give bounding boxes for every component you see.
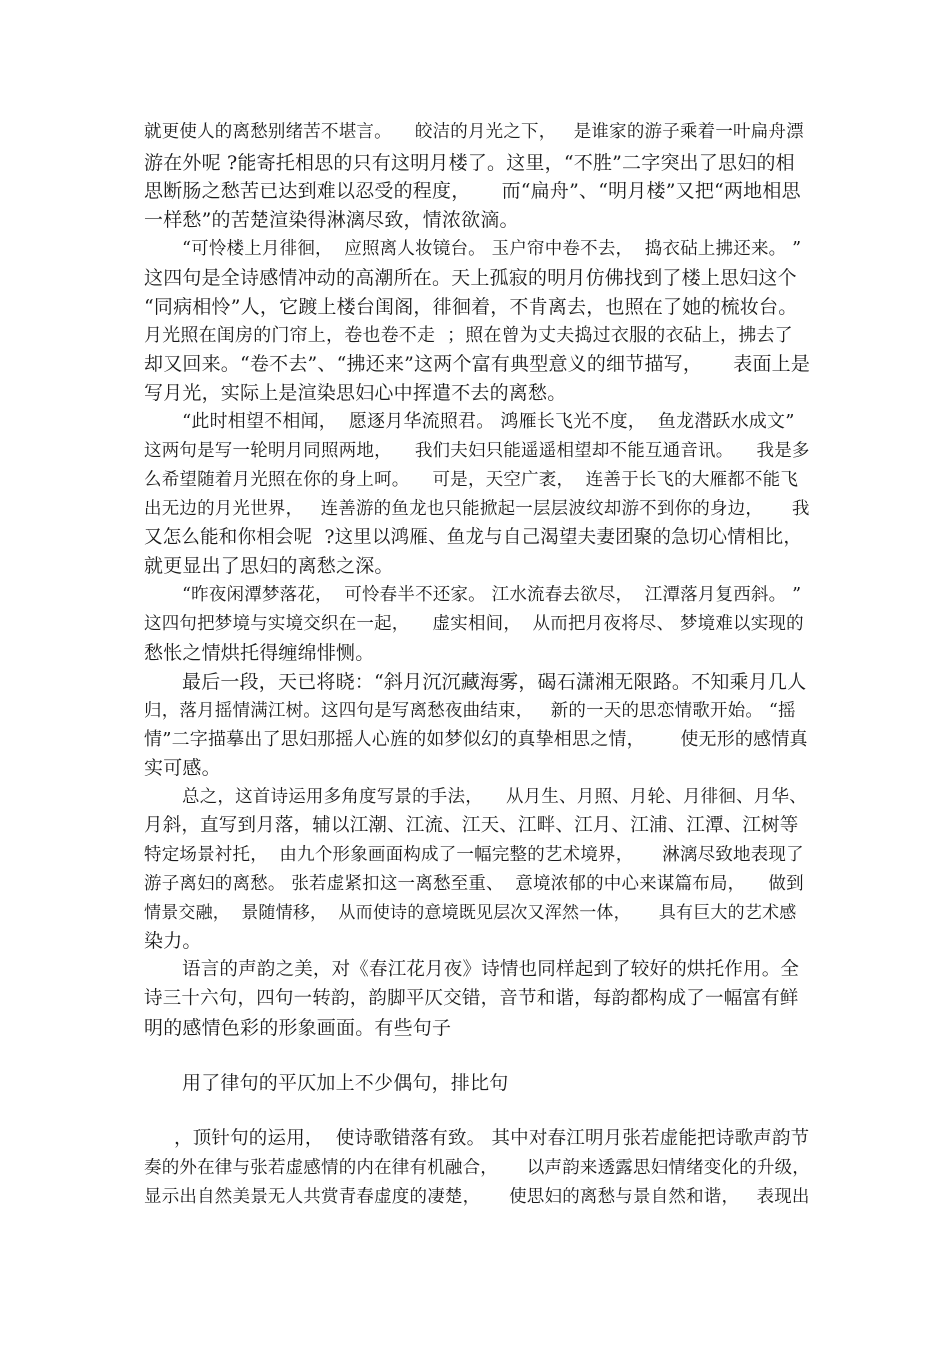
text-line: 这四句是全诗感情冲动的高潮所在。天上孤寂的明月仿佛找到了楼上思妇这个 xyxy=(144,267,797,289)
text-line: “可怜楼上月徘徊， 应照离人妆镜台。 玉户帘中卷不去， 捣衣砧上拂还来。 ” xyxy=(182,239,802,259)
text-line: 写月光，实际上是渲染思妇心中挥遣不去的离愁。 xyxy=(144,382,567,404)
text-line: 一样愁”的苦楚渲染得淋漓尽致，情浓欲滴。 xyxy=(144,209,519,231)
text-line: 月斜，直写到月落，辅以江潮、江流、江天、江畔、江月、江浦、江潭、江树等 xyxy=(144,815,799,836)
text-line: 又怎么能和你相会呢 ?这里以鸿雁、鱼龙与自己渴望夫妻团聚的急切心情相比， xyxy=(144,527,803,548)
text-line: 明的感情色彩的形象画面。有些句子 xyxy=(144,1017,452,1039)
text-line: 出无边的月光世界， 连善游的鱼龙也只能掀起一层层波纹却游不到你的身边， 我 xyxy=(144,499,810,519)
text-line: 月光照在闺房的门帘上，卷也卷不走 ；照在曾为丈夫捣过衣服的衣砧上，拂去了 xyxy=(144,325,793,346)
text-line: 实可感。 xyxy=(144,757,221,779)
text-line: 么希望随着月光照在你的身上呵。 可是，天空广袤， 连善于长飞的大雁都不能飞 xyxy=(144,470,799,490)
text-line: 最后一段，天已将晓：“斜月沉沉藏海雾，碣石潇湘无限路。不知乘月几人 xyxy=(182,671,807,693)
text-line: 总之，这首诗运用多角度写景的手法， 从月生、月照、月轮、月徘徊、月华、 xyxy=(182,787,807,807)
text-line: 游子离妇的离愁。 张若虚紧扣这一离愁至重、 意境浓郁的中心来谋篇布局， 做到 xyxy=(144,874,804,894)
text-line: 思断肠之愁苦已达到难以忍受的程度， 而“扁舟”、“明月楼”又把“两地相思 xyxy=(144,180,801,202)
text-line: 归，落月摇情满江树。这四句是写离愁夜曲结束， 新的一天的思恋情歌开始。 “摇 xyxy=(144,701,796,721)
text-line: 诗三十六句，四句一转韵，韵脚平仄交错，音节和谐，每韵都构成了一幅富有鲜 xyxy=(144,988,799,1009)
text-line: 情”二字描摹出了思妇那摇人心旌的如梦似幻的真挚相思之情， 使无形的感情真 xyxy=(144,729,808,750)
text-line: 愁怅之情烘托得缠绵悱恻。 xyxy=(144,642,375,664)
text-line: “此时相望不相闻， 愿逐月华流照君。 鸿雁长飞光不度， 鱼龙潜跃水成文” xyxy=(182,411,795,432)
text-line: 这四句把梦境与实境交织在一起， 虚实相间， 从而把月夜将尽、 梦境难以实现的 xyxy=(144,614,804,634)
text-line: 用了律句的平仄加上不少偶句，排比句 xyxy=(182,1072,509,1094)
text-line: ，顶针句的运用， 使诗歌错落有致。 其中对春江明月张若虚能把诗歌声韵节 xyxy=(174,1128,810,1149)
text-line: 语言的声韵之美，对《春江花月夜》诗情也同样起到了较好的烘托作用。全 xyxy=(182,959,800,980)
text-line: 特定场景衬托， 由九个形象画面构成了一幅完整的艺术境界， 淋漓尽致地表现了 xyxy=(144,845,804,865)
text-line: 这两句是写一轮明月同照两地， 我们夫妇只能遥遥相望却不能互通音讯。 我是多 xyxy=(144,441,810,461)
text-line: 染力。 xyxy=(144,930,202,952)
text-line: 游在外呢 ?能寄托相思的只有这明月楼了。这里，“不胜”二字突出了思妇的相 xyxy=(144,152,795,174)
text-line: 就更使人的离愁别绪苦不堪言。 皎洁的月光之下， 是谁家的游子乘着一叶扁舟漂 xyxy=(144,122,804,142)
text-line: 就更显出了思妇的离愁之深。 xyxy=(144,555,394,577)
text-line: 显示出自然美景无人共赏青春虚度的凄楚， 使思妇的离愁与景自然和谐， 表现出 xyxy=(144,1187,810,1207)
text-line: 情景交融， 景随情移， 从而使诗的意境既见层次又浑然一体， 具有巨大的艺术感 xyxy=(144,903,797,923)
text-line: “同病相怜”人，它踱上楼台闺阁，徘徊着，不肯离去，也照在了她的梳妆台。 xyxy=(144,296,798,318)
text-line: “昨夜闲潭梦落花， 可怜春半不还家。 江水流春去欲尽， 江潭落月复西斜。 ” xyxy=(182,585,802,605)
text-line: 奏的外在律与张若虚感情的内在律有机融合， 以声韵来透露思妇情绪变化的升级， xyxy=(144,1158,811,1178)
text-line: 却又回来。“卷不去”、“拂还来”这两个富有典型意义的细节描写， 表面上是 xyxy=(144,353,811,375)
